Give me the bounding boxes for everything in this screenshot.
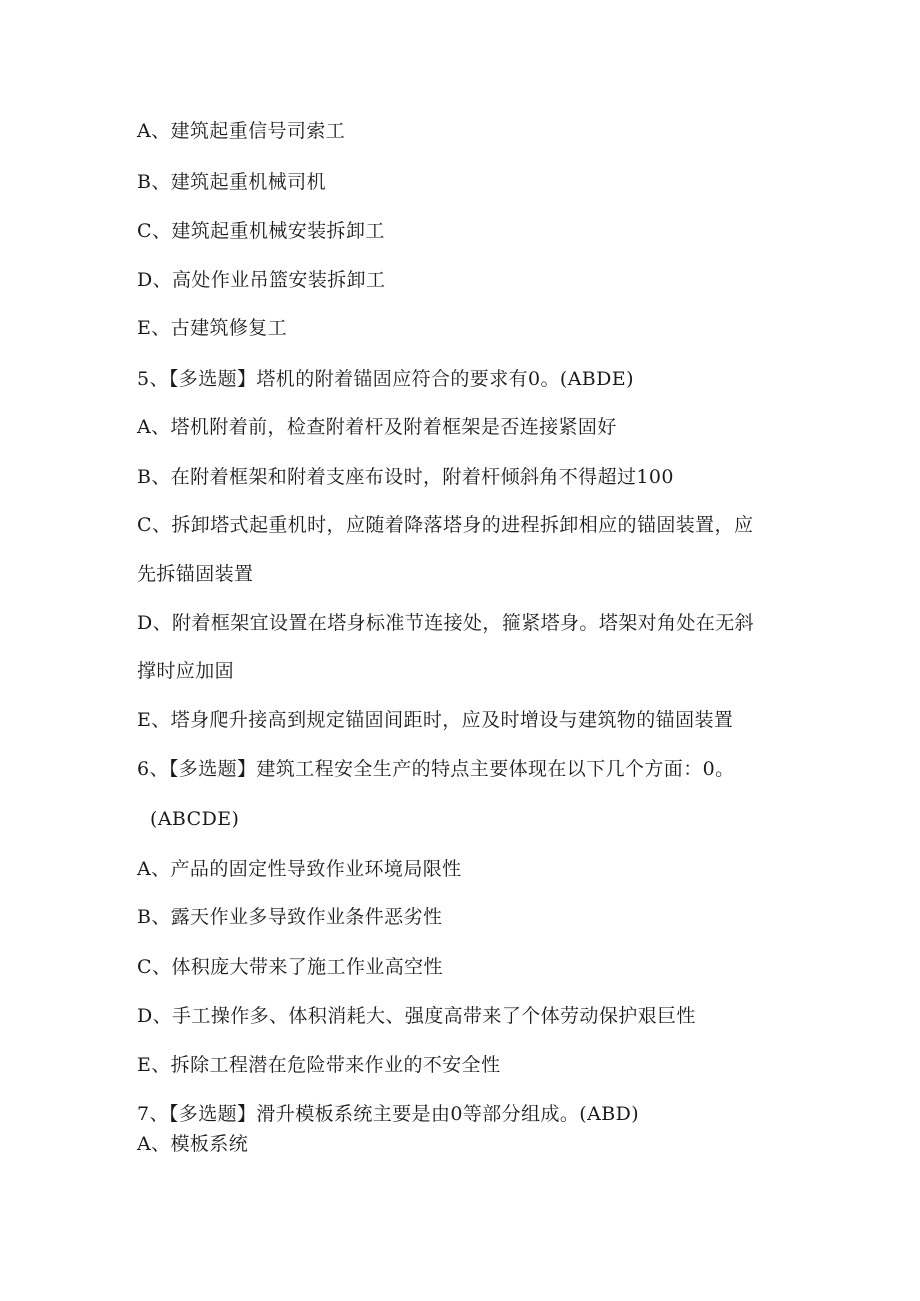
q5-option-a: A、塔机附着前，检查附着杆及附着框架是否连接紧固好 [137, 416, 617, 438]
q7-stem: 7、【多选题】滑升模板系统主要是由0等部分组成。(ABD) [137, 1103, 640, 1125]
q4-option-a: A、建筑起重信号司索工 [137, 120, 346, 142]
q5-option-d: D、附着框架宜设置在塔身标准节连接处，箍紧塔身。塔架对角处在无斜 [137, 612, 755, 634]
q6-answer: (ABCDE) [150, 808, 240, 830]
q5-option-e: E、塔身爬升接高到规定锚固间距时，应及时增设与建筑物的锚固装置 [137, 709, 734, 731]
q6-stem: 6、【多选题】建筑工程安全生产的特点主要体现在以下几个方面：0。 [137, 758, 735, 780]
q5-option-c-cont: 先拆锚固装置 [137, 563, 254, 585]
q4-option-e: E、古建筑修复工 [137, 317, 288, 339]
q4-option-c: C、建筑起重机械安装拆卸工 [137, 220, 385, 242]
q4-option-b: B、建筑起重机械司机 [137, 171, 326, 193]
q5-stem: 5、【多选题】塔机的附着锚固应符合的要求有0。(ABDE) [137, 368, 634, 390]
q6-option-a: A、产品的固定性导致作业环境局限性 [137, 858, 462, 880]
q5-option-b: B、在附着框架和附着支座布设时，附着杆倾斜角不得超过100 [137, 466, 674, 488]
q4-option-d: D、高处作业吊篮安装拆卸工 [137, 269, 386, 291]
q6-option-e: E、拆除工程潜在危险带来作业的不安全性 [137, 1054, 501, 1076]
q5-option-c: C、拆卸塔式起重机时，应随着降落塔身的进程拆卸相应的锚固装置，应 [137, 514, 754, 536]
q7-option-a: A、模板系统 [137, 1133, 249, 1155]
q6-option-c: C、体积庞大带来了施工作业高空性 [137, 956, 443, 978]
q5-option-d-cont: 撑时应加固 [137, 660, 235, 682]
q6-option-b: B、露天作业多导致作业条件恶劣性 [137, 906, 443, 928]
q6-option-d: D、手工操作多、体积消耗大、强度高带来了个体劳动保护艰巨性 [137, 1005, 696, 1027]
